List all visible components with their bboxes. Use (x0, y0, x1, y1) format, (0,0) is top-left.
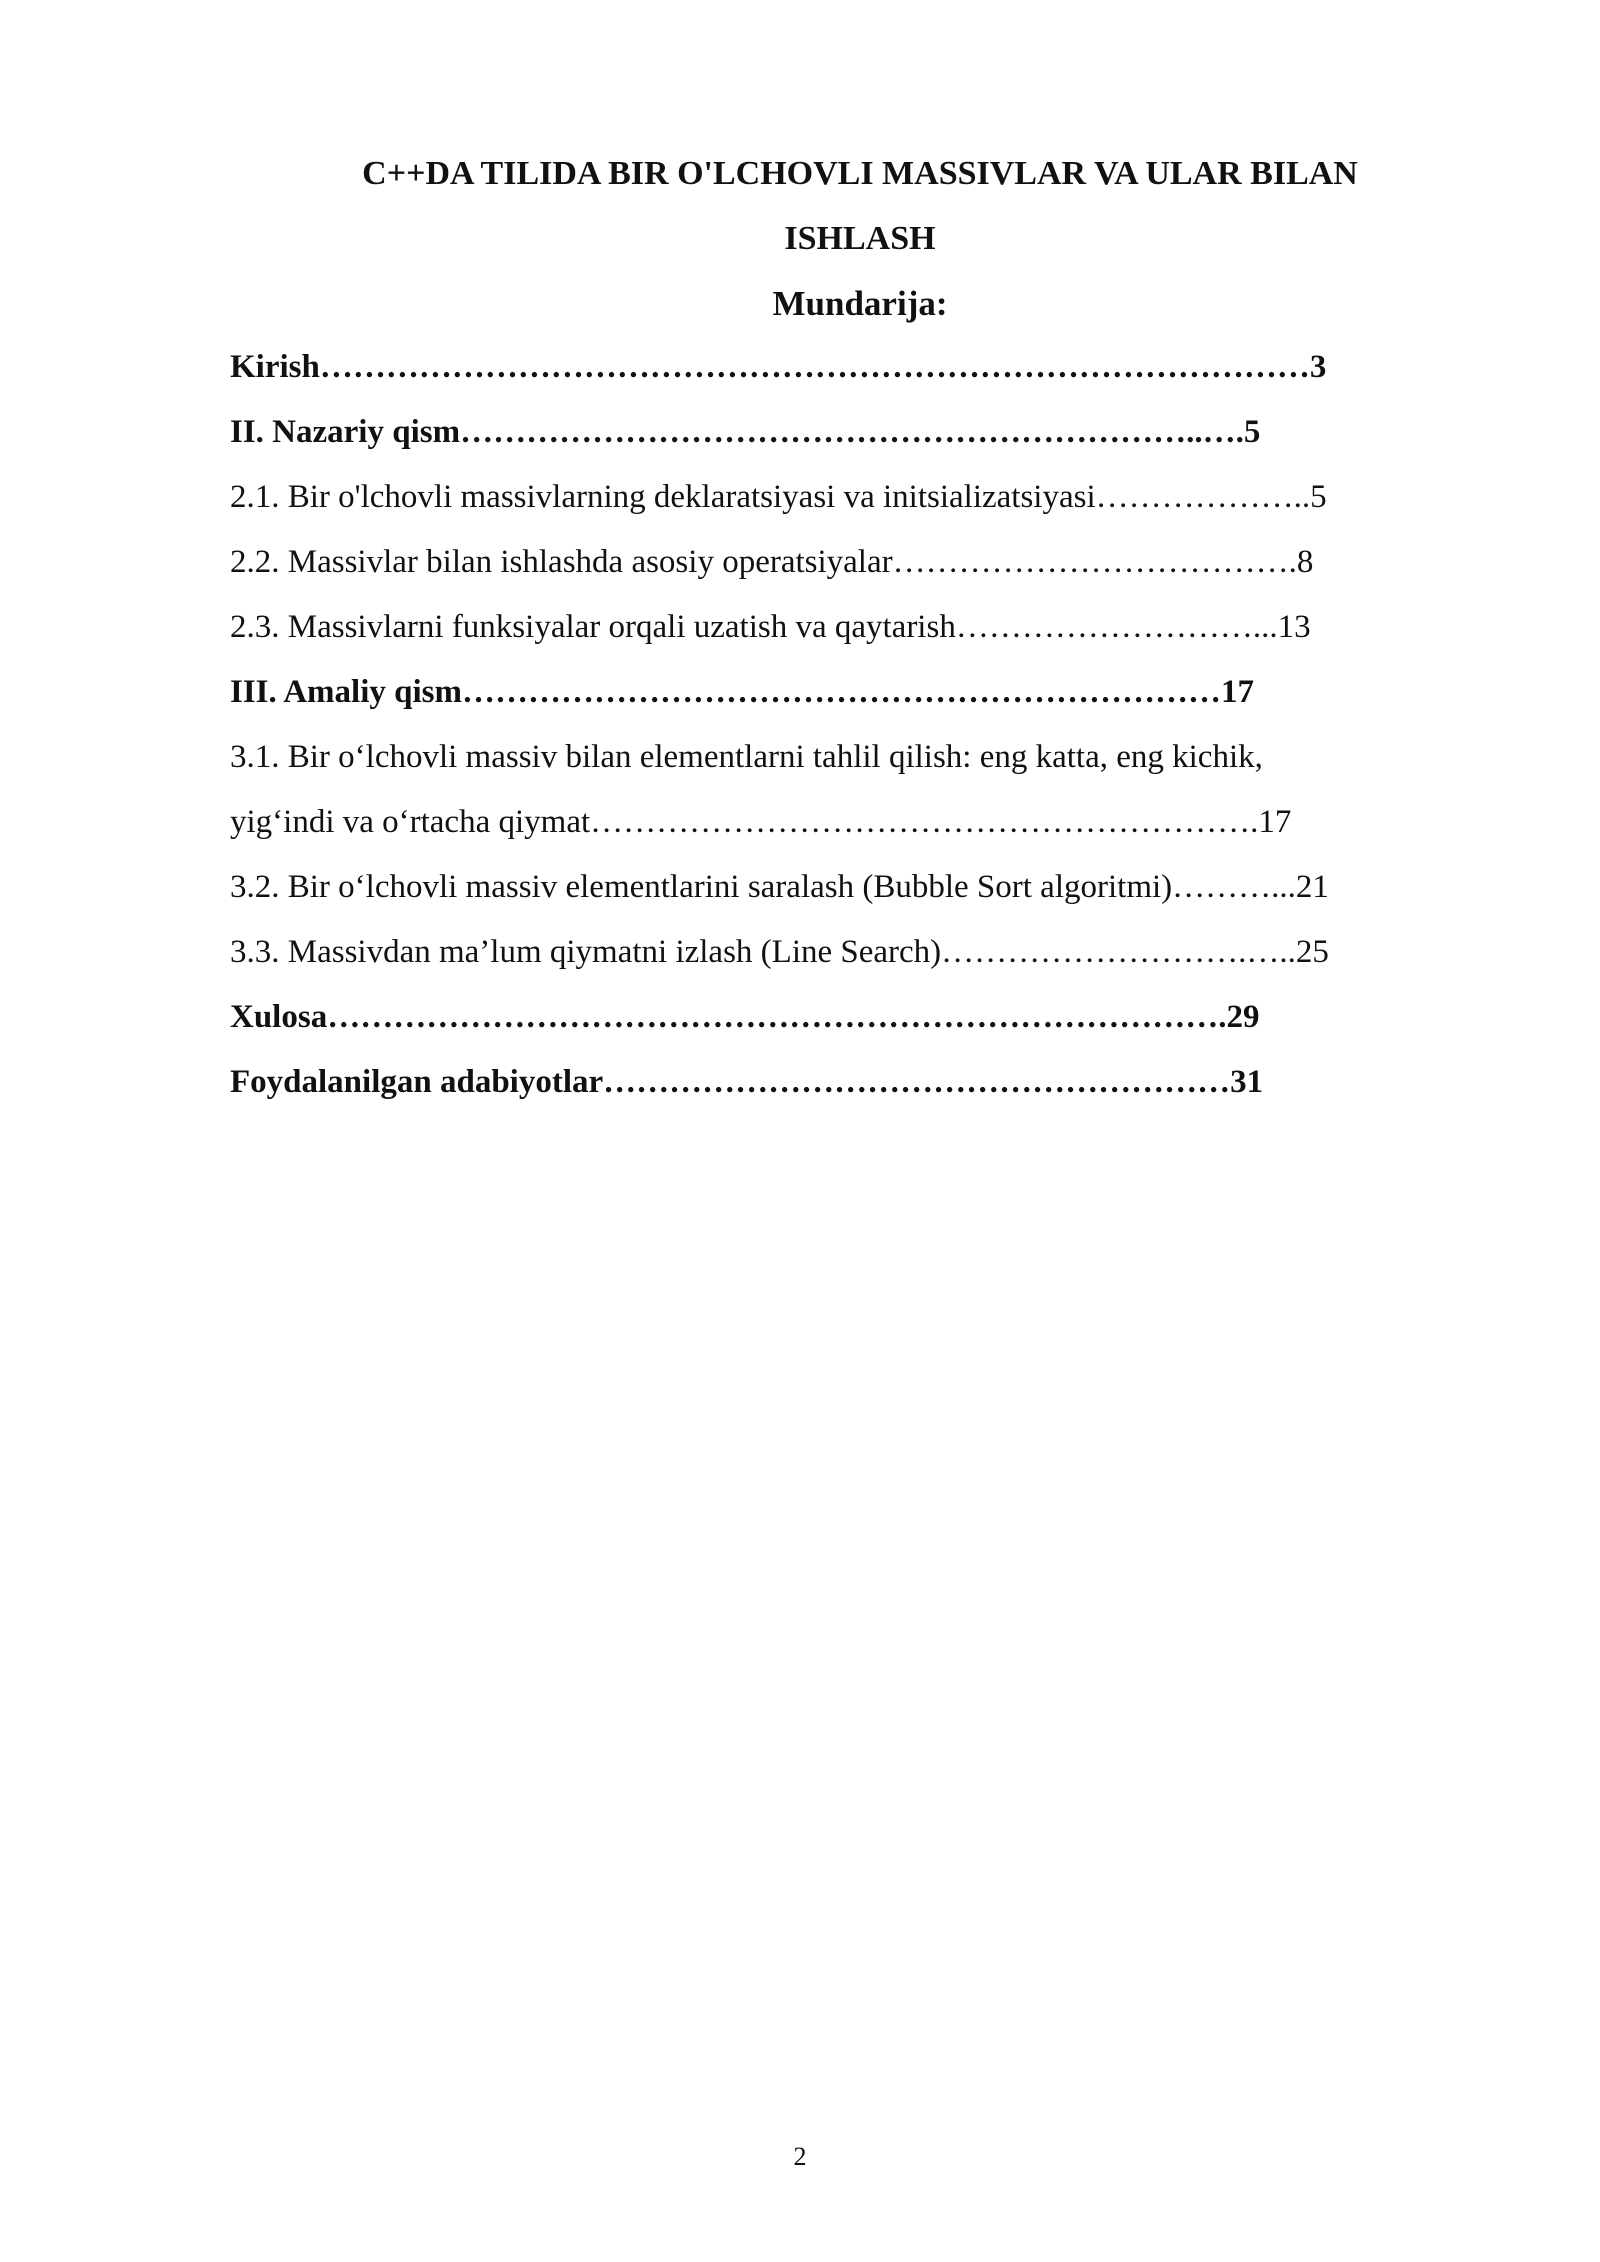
toc-entry-amaliy-qism: III. Amaliy qism……………………………………………………………17 (230, 674, 1254, 710)
toc-entry-2-1: 2.1. Bir o'lchovli massivlarning deklaratsiyasi va initsializatsiyasi………………..5 (230, 479, 1327, 515)
toc-entry-2-2: 2.2. Massivlar bilan ishlashda asosiy operatsiyalar……………………………….8 (230, 544, 1314, 580)
document-title-line-2: ISHLASH (784, 220, 936, 257)
document-title-line-1: C++DA TILIDA BIR O'LCHOVLI MASSIVLAR VA ULAR BILAN (362, 155, 1358, 192)
page-number: 2 (793, 2142, 807, 2171)
toc-heading: Mundarija: (772, 284, 948, 323)
toc-entry-3-1-continued: yig‘indi va o‘rtacha qiymat…………………………………………………….17 (230, 804, 1292, 840)
toc-entry-adabiyotlar: Foydalanilgan adabiyotlar…………………………………………………31 (230, 1064, 1264, 1100)
toc-entry-3-2: 3.2. Bir o‘lchovli massiv elementlarini saralash (Bubble Sort algoritmi)………...21 (230, 869, 1329, 905)
toc-entry-nazariy-qism: II. Nazariy qism…………………………………………………………..….5 (230, 414, 1261, 450)
toc-entry-2-3: 2.3. Massivlarni funksiyalar orqali uzatish va qaytarish………………………...13 (230, 609, 1311, 645)
toc-entry-3-3: 3.3. Massivdan ma’lum qiymatni izlash (Line Search)……………………….…..25 (230, 934, 1329, 970)
toc-entry-kirish: Kirish………………………………………………………………………………3 (230, 349, 1327, 385)
toc-entry-3-1: 3.1. Bir o‘lchovli massiv bilan elementlarni tahlil qilish: eng katta, eng kichik, (230, 739, 1263, 775)
toc-entry-xulosa: Xulosa……………………………………………………………………….29 (230, 999, 1260, 1035)
